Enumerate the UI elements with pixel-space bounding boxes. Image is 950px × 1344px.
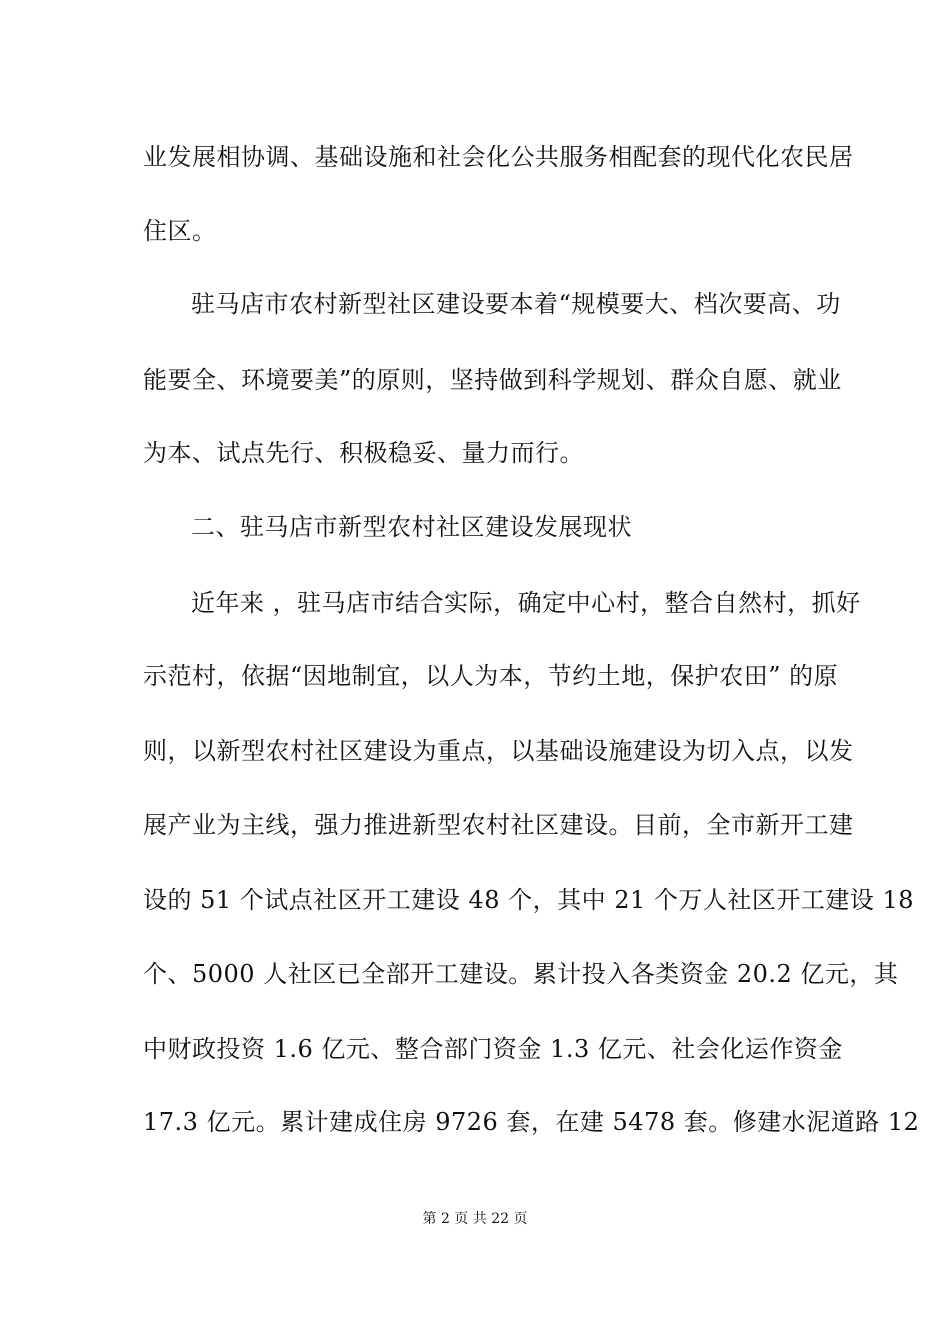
paragraph-line: 个、5000 人社区已全部开工建设。累计投入各类资金 20.2 亿元，其: [143, 960, 899, 988]
paragraph-line: 设的 51 个试点社区开工建设 48 个，其中 21 个万人社区开工建设 18: [143, 886, 915, 914]
paragraph-line: 17.3 亿元。累计建成住房 9726 套，在建 5478 套。修建水泥道路 12: [143, 1108, 920, 1136]
paragraph-line: 展产业为主线，强力推进新型农村社区建设。目前，全市新开工建: [143, 811, 854, 839]
paragraph-line: 业发展相协调、基础设施和社会化公共服务相配套的现代化农民居: [143, 143, 854, 171]
paragraph-line: 中财政投资 1.6 亿元、整合部门资金 1.3 亿元、社会化运作资金: [143, 1035, 843, 1063]
page-footer: 第 2 页 共 22 页: [422, 1211, 528, 1227]
paragraph-line: 驻马店市农村新型社区建设要本着“规模要大、档次要高、功: [191, 290, 841, 318]
paragraph-line: 为本、试点先行、积极稳妥、量力而行。: [143, 439, 584, 467]
section-heading: 二、驻马店市新型农村社区建设发展现状: [191, 513, 632, 541]
paragraph-line: 住区。: [143, 217, 217, 245]
paragraph-line: 能要全、环境要美”的原则，坚持做到科学规划、群众自愿、就业: [143, 366, 842, 394]
paragraph-line: 近年来 ，驻马店市结合实际，确定中心村，整合自然村，抓好: [191, 589, 861, 617]
paragraph-line: 则，以新型农村社区建设为重点，以基础设施建设为切入点，以发: [143, 737, 854, 765]
paragraph-line: 示范村，依据“因地制宜，以人为本，节约土地，保护农田” 的原: [143, 662, 839, 690]
